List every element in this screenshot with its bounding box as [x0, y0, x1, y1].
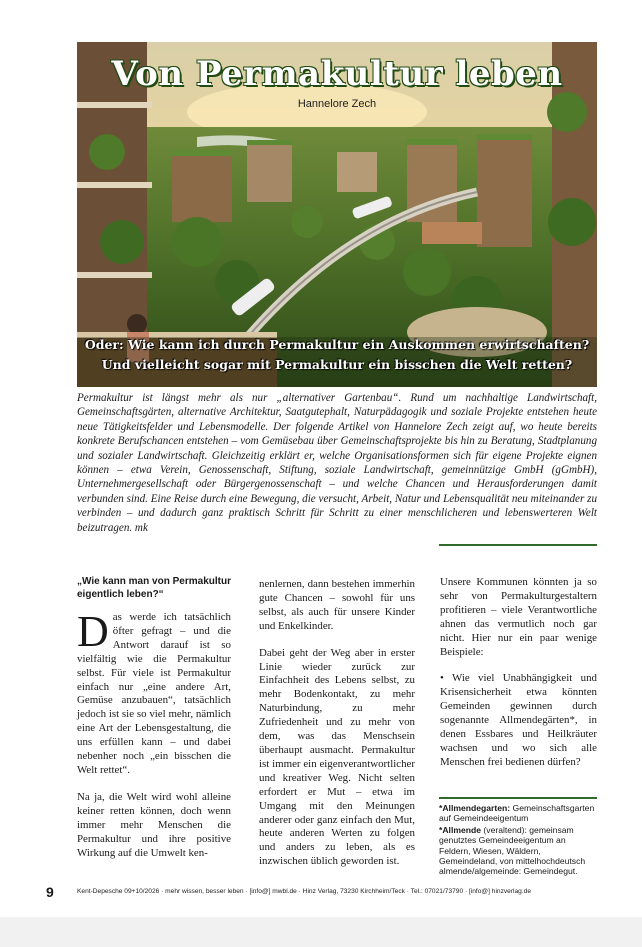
glossary-definition: Gemeinschaftsgarten auf Gemeindeeigentum [439, 803, 595, 824]
section-divider [439, 544, 597, 546]
glossary-entry [439, 803, 597, 824]
hero-image [77, 42, 597, 387]
subtitle-question-1: Oder: Wie kann ich durch Permakultur ein Auskommen erwirtschaften? [84, 337, 590, 352]
text-column-1 [77, 576, 231, 873]
body-paragraph: Unsere Kommunen könnten ja so sehr von Permakulturgestaltern profitieren – viele Verantwortliche ahnen das vermutlich noch gar nicht. Hier nur ein paar wenige Beispiele: [440, 576, 597, 658]
text-column-3 [440, 576, 597, 783]
author-name: Hannelore Zech [297, 98, 377, 110]
body-paragraph: Na ja, die Welt wird wohl alleine keiner retten können, doch wenn immer mehr Menschen die Permakultur und ihre positive Wirkung auf die Umwelt ken- [77, 790, 231, 859]
page-footer: Kent-Depesche 09+10/2026 · mehr wissen, besser leben · [info@] mwbl.de · Hinz Verlag, 73230 Kirchheim/Teck · Tel.: 07021/73790 · [info@] hinzverlag.de [77, 888, 532, 895]
text-column-2 [259, 578, 415, 882]
glossary-term: *Allmendegarten: [439, 803, 511, 813]
glossary-definition: (veraltend): gemeinsam genutztes Gemeindeeigentum an Feldern, Wiesen, Wäldern, Gemeindeland, von mittelhochdeutsch almende/algemeinde: Gemeindegut. [439, 824, 586, 877]
bullet-paragraph: • Wie viel Unabhängigkeit und Krisensicherheit etwa könnten Gemeinden gewinnen durch sogenannte Allmendegärten*, in denen Essbares und Heilkräuter wachsen und wo sich alle Menschen frei bedienen dürfen? [440, 672, 597, 768]
glossary-term: *Allmende [439, 824, 482, 835]
subtitle-question-2: Und vielleicht sogar mit Permakultur ein bisschen die Welt retten? [101, 357, 573, 372]
page-number: 9 [46, 884, 54, 900]
drop-cap: D [77, 607, 109, 656]
glossary-box [439, 797, 597, 878]
glossary-entry [439, 825, 597, 877]
article-title: Von Permakultur leben [111, 54, 563, 94]
subheading-question: „Wie kann man von Permakultur eigentlich leben?“ [77, 576, 231, 600]
body-paragraph: Dabei geht der Weg aber in erster Linie wieder zurück zur Einfachheit des Lebens selbst, zu mehr Bodenkontakt, zu mehr Naturbindung, zu mehr Zufriedenheit und zu mehr von dem, was das Menschsein überhaupt ausmacht. Permakultur ist immer ein eigenverantwortlicher und kreativer Weg. Nicht selten erfordert er Mut – etwa im Umgang mit den Meinungen anderer oder ganz einfach den Mut, heute anderen Werten zu folgen und anders zu leben, als es inzwischen üblich geworden ist. [259, 646, 415, 868]
viewer-bottom-bar [0, 917, 642, 947]
body-paragraph: nenlernen, dann bestehen immerhin gute Chancen – sowohl für uns selbst, als auch für unsere Kinder und Enkelkinder. [259, 578, 415, 632]
body-text: as werde ich tatsächlich öfter gefragt – und die Antwort darauf ist so vielfältig wie die Permakultur selbst. Für viele ist Permakultur einfach nur „eine andere Art, Gemüse anzubauen“, tatsächlich jedoch ist sie so viel mehr, nämlich eine Art der Lebensgestaltung, die uns erfüllen kann – und dabei nebenher noch „ein bisschen die Welt rettet“. [77, 611, 231, 776]
body-paragraph [77, 607, 231, 778]
lead-paragraph: Permakultur ist längst mehr als nur „alternativer Gartenbau“. Rund um nachhaltige Landwirtschaft, Gemeinschaftsgärten, alternative Architektur, Saatgutерhalt, Naturpädagogik und soziale Projekte entstehen heute neue Tätigkeitsfelder und Lebensmodelle. Der folgende Artikel von Hannelore Zech zeigt auf, wo heute bereits konkrete Berufschancen entstehen – vom Gemüsebau über Gemeinschaftsprojekte bis hin zu Beratung, Stadtplanung und sozialer Landwirtschaft. Gleichzeitig erklärt er, welche Organisationsformen sich für eigene Projekte eignen können – etwa Verein, Genossenschaft, Stiftung, soziale Landwirtschaft, gemeinnützige GmbH (gGmbH), Unternehmergesellschaft oder Bürgergenossenschaft – und welche Chancen und Herausforderungen damit verbunden sind. Eine Reise durch eine Bewegung, die versucht, Arbeit, Natur und Lebensqualität neu miteinander zu verbinden – und dadurch ganz praktisch Schritt für Schritt zu einer menschlicheren und lebenswerteren Welt beizutragen. mk [77, 392, 597, 534]
